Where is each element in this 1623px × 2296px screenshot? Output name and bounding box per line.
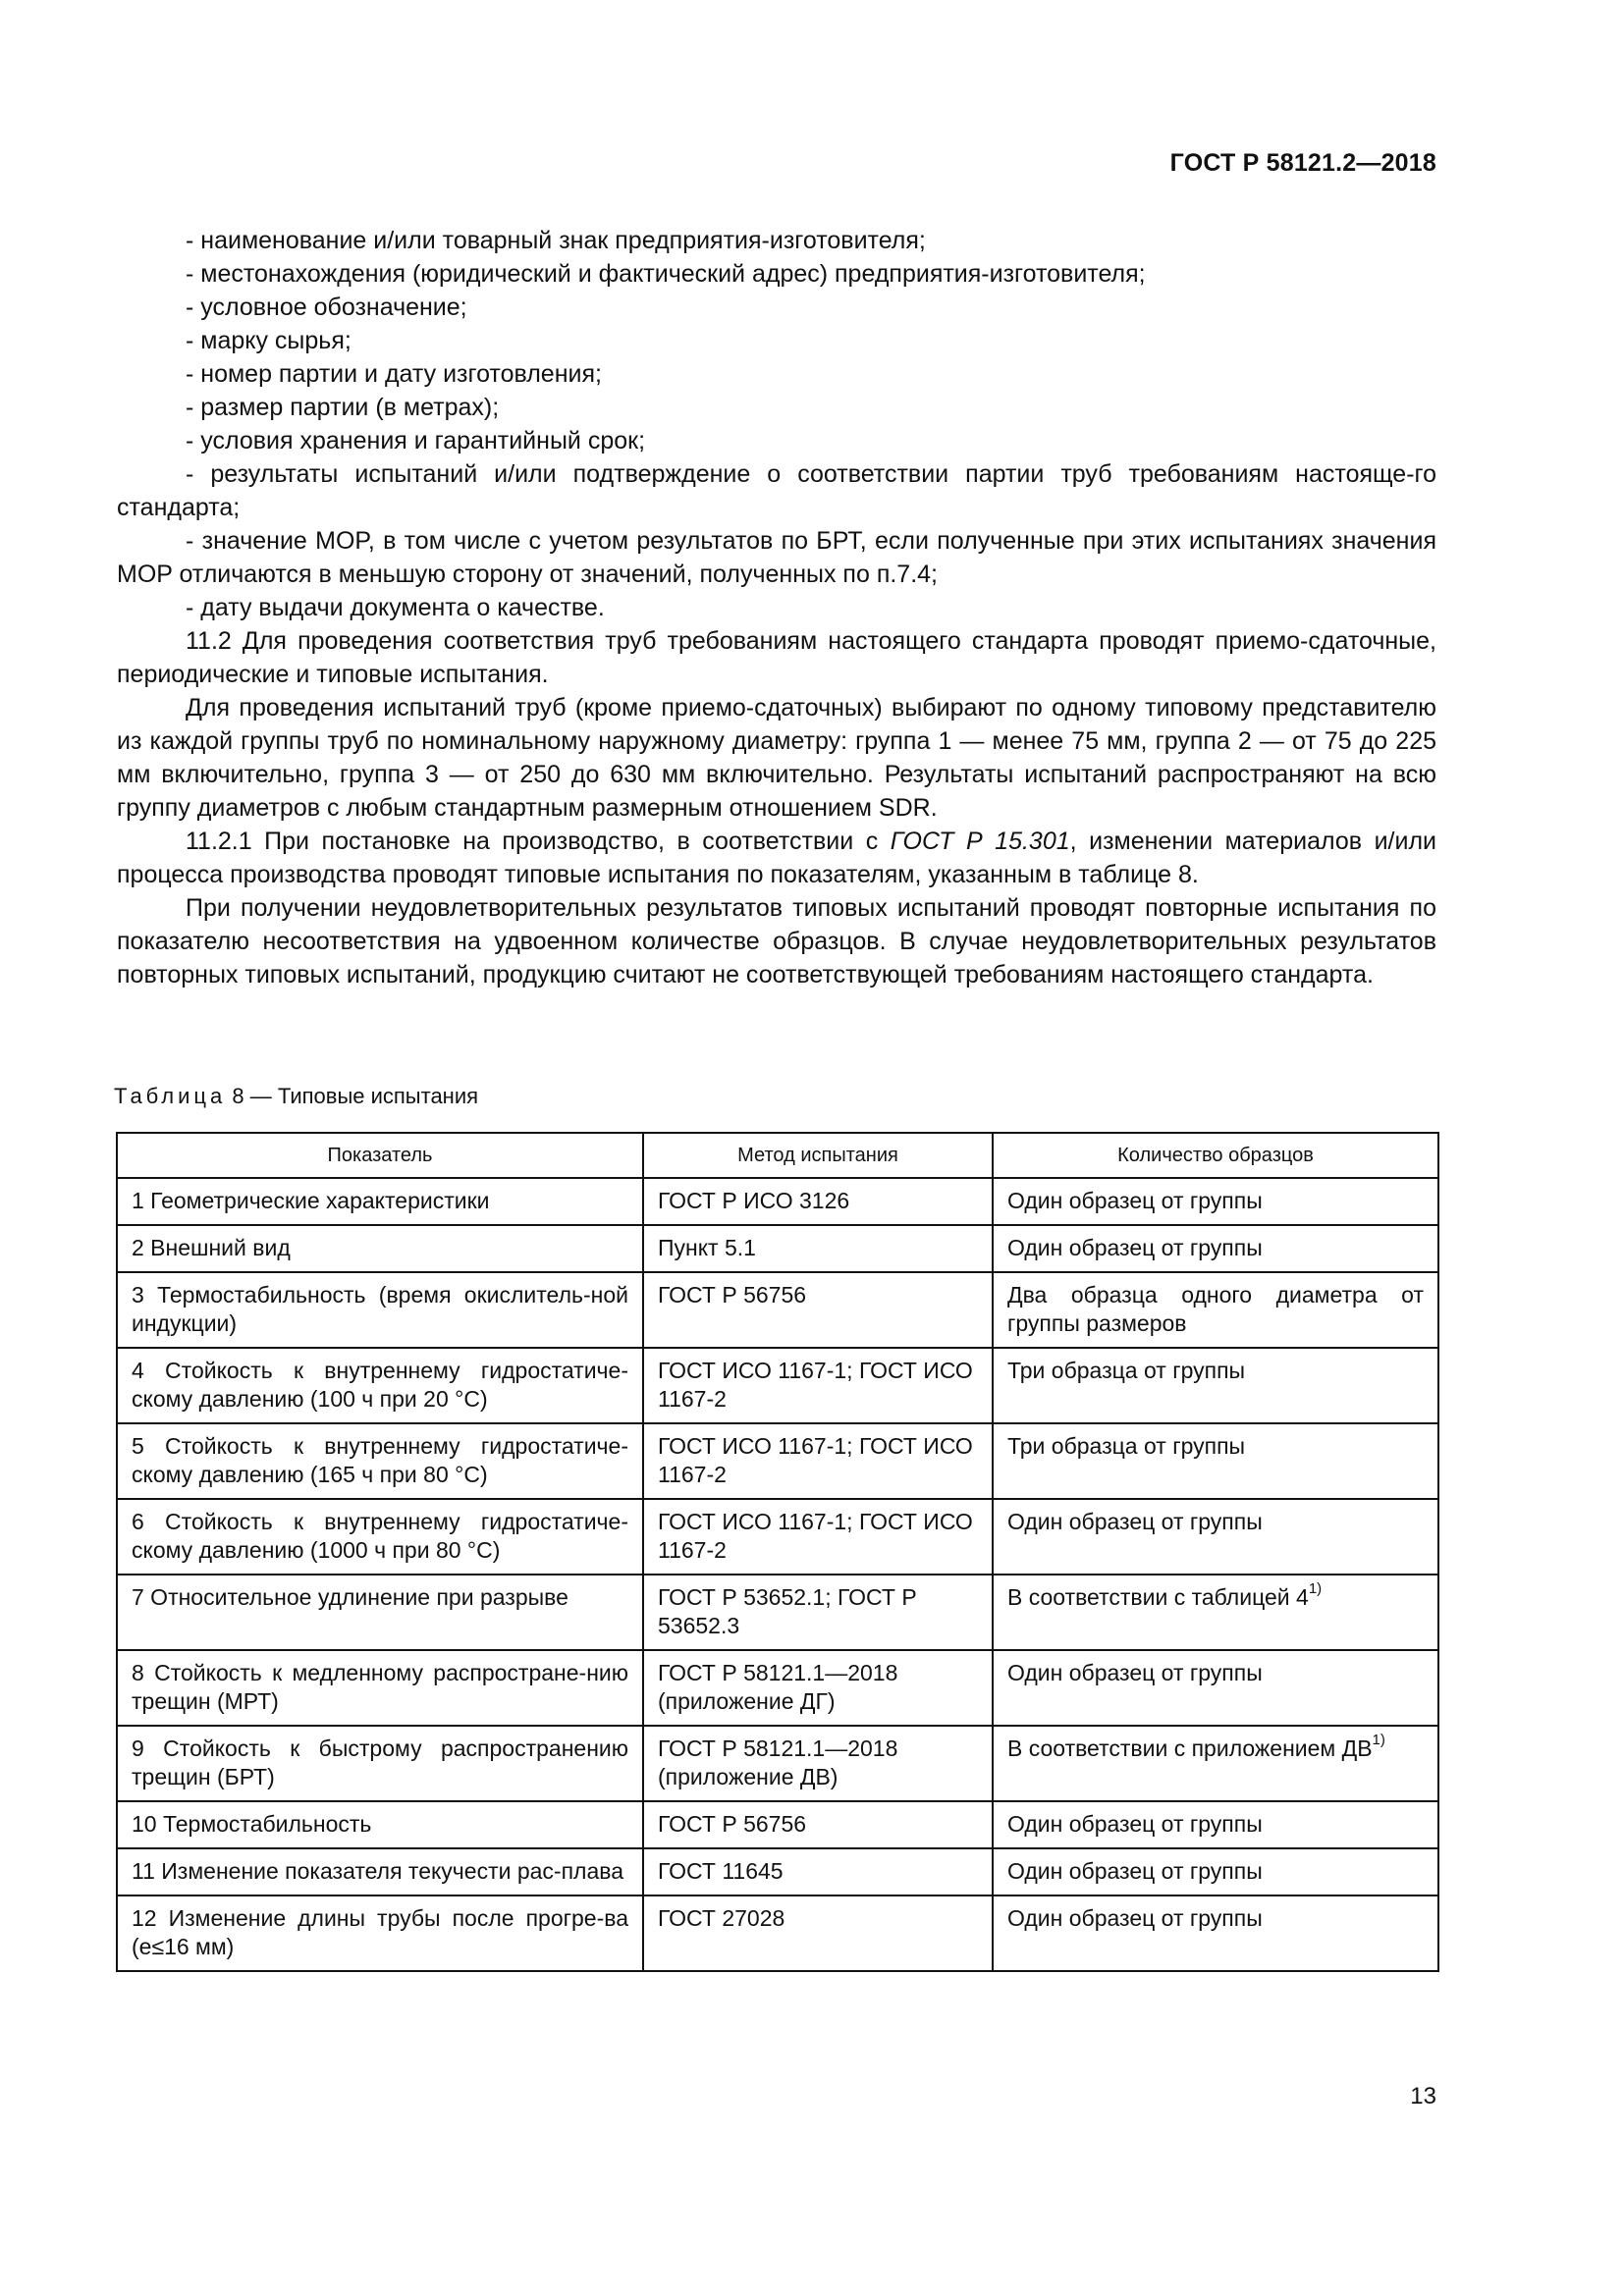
- indicator-cell: 9 Стойкость к быстрому распространению трещин (БРТ): [117, 1726, 643, 1801]
- method-cell: ГОСТ 11645: [643, 1848, 993, 1896]
- method-cell: ГОСТ Р ИСО 3126: [643, 1178, 993, 1225]
- table-row: [117, 1178, 1438, 1225]
- list-item: - результаты испытаний и/или подтверждение о соответствии партии труб требованиям настояще-го стандарта;: [117, 460, 1436, 521]
- indicator-cell: 4 Стойкость к внутреннему гидростатиче-скому давлению (100 ч при 20 °С): [117, 1348, 643, 1423]
- samples-cell: Один образец от группы: [993, 1848, 1438, 1896]
- method-cell: ГОСТ Р 58121.1—2018 (приложение ДВ): [643, 1726, 993, 1801]
- indicator-cell: 3 Термостабильность (время окислитель-ной индукции): [117, 1272, 643, 1348]
- samples-cell: Три образца от группы: [993, 1348, 1438, 1423]
- type-tests-table: [116, 1132, 1439, 1972]
- samples-text: В соответствии с таблицей 4: [1007, 1584, 1309, 1610]
- table-row: [117, 1423, 1438, 1499]
- table-row: [117, 1896, 1438, 1971]
- table-caption: [114, 1084, 478, 1109]
- method-cell: ГОСТ ИСО 1167-1; ГОСТ ИСО 1167-2: [643, 1499, 993, 1575]
- standard-reference-link[interactable]: ГОСТ Р 15.301: [890, 828, 1070, 855]
- table-row: [117, 1499, 1438, 1575]
- indicator-cell: 10 Термостабильность: [117, 1801, 643, 1848]
- table-header-row: [117, 1133, 1438, 1178]
- table-caption-title: 8 — Типовые испытания: [232, 1084, 479, 1108]
- method-cell: ГОСТ 27028: [643, 1896, 993, 1971]
- method-cell: ГОСТ Р 53652.1; ГОСТ Р 53652.3: [643, 1575, 993, 1650]
- standard-header: ГОСТ Р 58121.2—2018: [1169, 149, 1436, 177]
- indicator-cell: 1 Геометрические характеристики: [117, 1178, 643, 1225]
- list-item: - номер партии и дату изготовления;: [186, 360, 602, 388]
- paragraph-repeat-tests: При получении неудовлетворительных результатов типовых испытаний проводят повторные испытания по показателю несоответствия на удвоенном количестве образцов. В случае неудовлетворительных результатов повторных типовых испытаний, продукцию считают не соответствующей требованиям настоящего стандарта.: [117, 894, 1436, 988]
- table-row: [117, 1848, 1438, 1896]
- table-row: [117, 1272, 1438, 1348]
- paragraph-11-2-1: [117, 825, 1436, 891]
- paragraph-11-2: 11.2 Для проведения соответствия труб требованиям настоящего стандарта проводят приемо-сдаточные, периодические и типовые испытания.: [117, 627, 1436, 688]
- method-cell: ГОСТ Р 56756: [643, 1272, 993, 1348]
- list-item: - значение MOP, в том числе с учетом результатов по БРТ, если полученные при этих испытаниях значения MOP отличаются в меньшую сторону от значений, полученных по п.7.4;: [117, 527, 1436, 588]
- table-row: [117, 1348, 1438, 1423]
- table-row: [117, 1726, 1438, 1801]
- list-item: - условия хранения и гарантийный срок;: [186, 427, 646, 454]
- table-row: [117, 1650, 1438, 1726]
- footnote-marker: 1): [1372, 1732, 1385, 1749]
- method-cell: ГОСТ ИСО 1167-1; ГОСТ ИСО 1167-2: [643, 1348, 993, 1423]
- body-text: [117, 224, 1436, 991]
- indicator-cell: 11 Изменение показателя текучести рас-плава: [117, 1848, 643, 1896]
- samples-cell: [993, 1575, 1438, 1650]
- samples-cell: Один образец от группы: [993, 1896, 1438, 1971]
- samples-text: В соответствии с приложением ДВ: [1007, 1735, 1373, 1761]
- table-row: [117, 1801, 1438, 1848]
- column-header-method: Метод испытания: [643, 1133, 993, 1178]
- paragraph-11-2-1-end: , изменении материалов и/или процесса производства проводят типовые испытания по показателям, указанным в таблице 8.: [117, 828, 1436, 888]
- paragraph-groups: Для проведения испытаний труб (кроме приемо-сдаточных) выбирают по одному типовому представителю из каждой группы труб по номинальному наружному диаметру: группа 1 — менее 75 мм, группа 2 — от 75 до 225 мм включительно, группа 3 — от 250 до 630 мм включительно. Результаты испытаний распространяют на всю группу диаметров с любым стандартным размерным отношением SDR.: [117, 694, 1436, 822]
- list-item: - местонахождения (юридический и фактический адрес) предприятия-изготовителя;: [186, 260, 1146, 288]
- table-row: [117, 1575, 1438, 1650]
- samples-cell: Три образца от группы: [993, 1423, 1438, 1499]
- method-cell: ГОСТ Р 56756: [643, 1801, 993, 1848]
- indicator-cell: 6 Стойкость к внутреннему гидростатиче-скому давлению (1000 ч при 80 °С): [117, 1499, 643, 1575]
- paragraph-11-2-1-start: 11.2.1 При постановке на производство, в соответствии с: [186, 828, 879, 855]
- page-number: 13: [1410, 2083, 1436, 2109]
- samples-cell: Один образец от группы: [993, 1499, 1438, 1575]
- method-cell: Пункт 5.1: [643, 1225, 993, 1272]
- samples-cell: [993, 1726, 1438, 1801]
- table-row: [117, 1225, 1438, 1272]
- indicator-cell: 7 Относительное удлинение при разрыве: [117, 1575, 643, 1650]
- samples-cell: Один образец от группы: [993, 1225, 1438, 1272]
- indicator-cell: 2 Внешний вид: [117, 1225, 643, 1272]
- table-caption-word: Таблица: [114, 1084, 227, 1108]
- list-item: - наименование и/или товарный знак предприятия-изготовителя;: [186, 227, 926, 254]
- samples-cell: Один образец от группы: [993, 1801, 1438, 1848]
- column-header-samples: Количество образцов: [993, 1133, 1438, 1178]
- column-header-indicator: Показатель: [117, 1133, 643, 1178]
- indicator-cell: 5 Стойкость к внутреннему гидростатиче-скому давлению (165 ч при 80 °С): [117, 1423, 643, 1499]
- samples-cell: Один образец от группы: [993, 1650, 1438, 1726]
- list-item: - дату выдачи документа о качестве.: [186, 594, 605, 621]
- samples-cell: Один образец от группы: [993, 1178, 1438, 1225]
- method-cell: ГОСТ Р 58121.1—2018 (приложение ДГ): [643, 1650, 993, 1726]
- method-cell: ГОСТ ИСО 1167-1; ГОСТ ИСО 1167-2: [643, 1423, 993, 1499]
- indicator-cell: 12 Изменение длины трубы после прогре-ва (е≤16 мм): [117, 1896, 643, 1971]
- list-item: - марку сырья;: [186, 327, 352, 354]
- list-item: - условное обозначение;: [186, 294, 467, 321]
- footnote-marker: 1): [1308, 1580, 1323, 1598]
- samples-cell: Два образца одного диаметра от группы размеров: [993, 1272, 1438, 1348]
- indicator-cell: 8 Стойкость к медленному распростране-нию трещин (МРТ): [117, 1650, 643, 1726]
- list-item: - размер партии (в метрах);: [186, 394, 500, 421]
